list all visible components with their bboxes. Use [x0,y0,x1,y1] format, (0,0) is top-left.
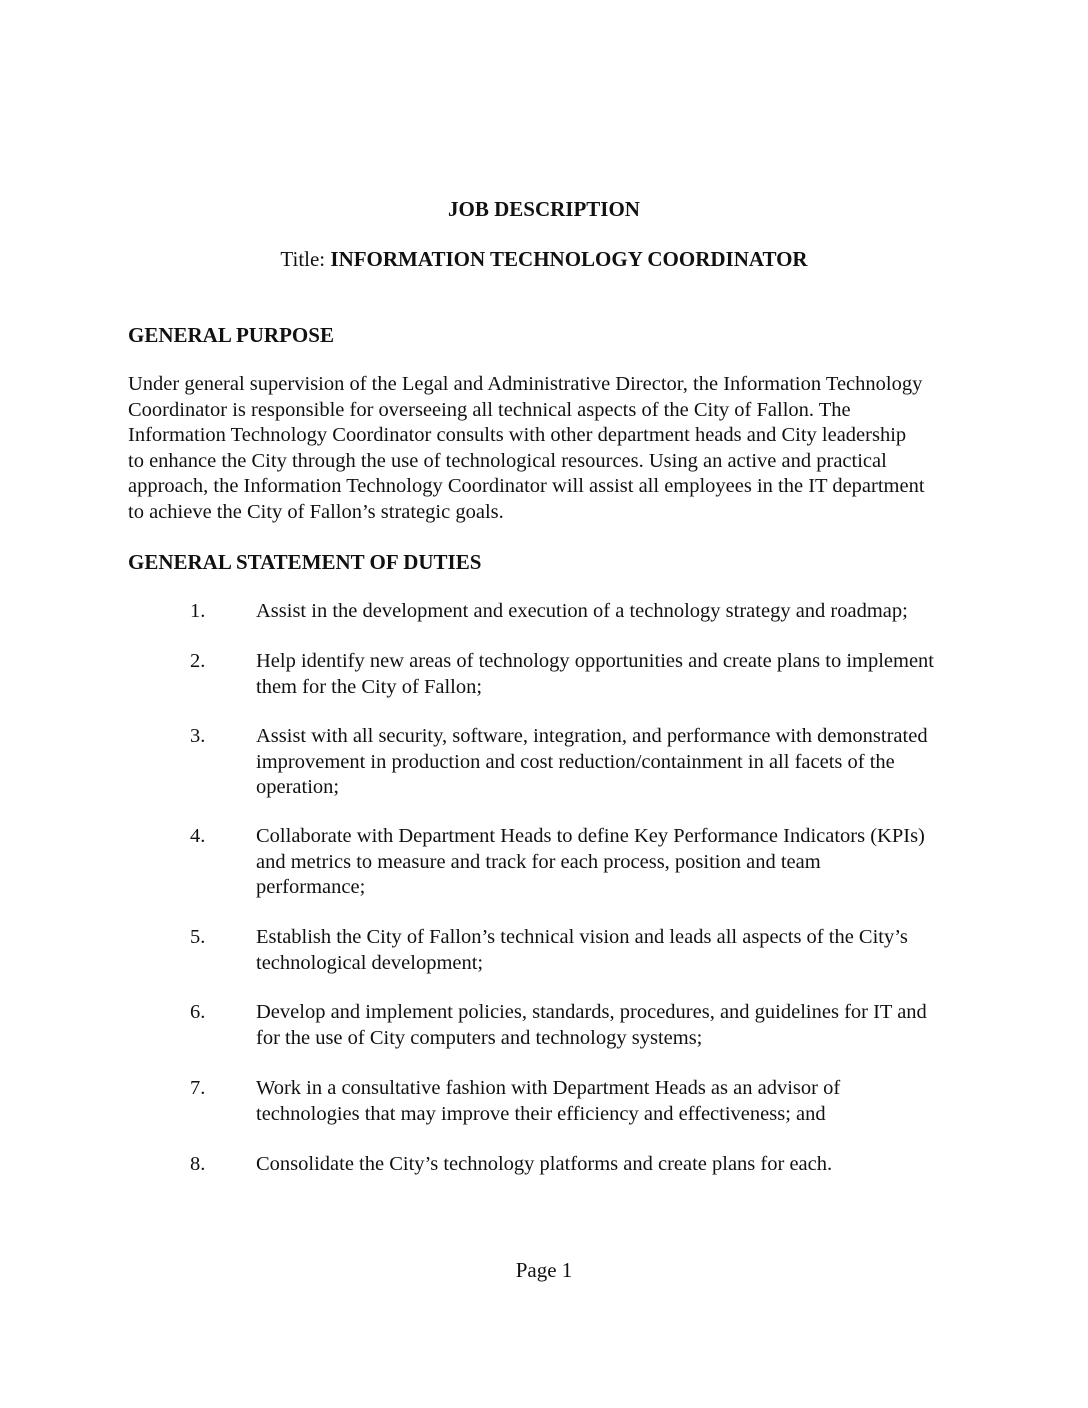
duty-line: Collaborate with Department Heads to define Key Performance Indicators (KPIs) [256,825,925,847]
duty-line: Assist in the development and execution of a technology strategy and roadmap; [256,600,908,622]
duty-text [256,599,976,625]
duty-number: 6. [190,1001,206,1023]
paragraph-line: to achieve the City of Fallon’s strategic goals. [128,500,504,523]
duty-line: Assist with all security, software, integration, and performance with demonstrated [256,725,928,747]
paragraph-line: Under general supervision of the Legal and Administrative Director, the Information Technology [128,373,923,395]
duty-line: technological development; [256,951,484,974]
duties-heading: GENERAL STATEMENT OF DUTIES [128,550,482,574]
duty-text [256,925,976,976]
duty-text [256,1152,976,1178]
duty-line: and metrics to measure and track for each process, position and team [256,850,821,873]
duty-line: performance; [256,876,366,898]
duty-line: improvement in production and cost reduction/containment in all facets of the [256,750,895,773]
duty-number: 7. [190,1077,206,1099]
duty-line: Consolidate the City’s technology platforms and create plans for each. [256,1153,833,1175]
duty-text [256,724,976,801]
duty-line: Work in a consultative fashion with Department Heads as an advisor of [256,1077,841,1099]
duty-number: 4. [190,825,206,847]
job-title: INFORMATION TECHNOLOGY COORDINATOR [330,247,808,271]
general-purpose-heading: GENERAL PURPOSE [128,323,334,347]
duty-text [256,824,976,901]
duty-number: 8. [190,1153,206,1175]
duty-line: Help identify new areas of technology opportunities and create plans to implement [256,650,935,672]
duty-number: 2. [190,650,206,672]
duty-line: operation; [256,776,340,798]
document-title: JOB DESCRIPTION [448,197,640,221]
duty-line: Establish the City of Fallon’s technical vision and leads all aspects of the City’s [256,926,908,948]
duty-line: them for the City of Fallon; [256,675,483,698]
duty-number: 3. [190,725,206,747]
duty-line: for the use of City computers and technology systems; [256,1026,703,1049]
paragraph-line: Coordinator is responsible for overseeing all technical aspects of the City of Fallon. The [128,398,851,421]
general-purpose-paragraph [128,372,968,525]
duty-number: 5. [190,926,206,948]
duty-text [256,1076,976,1127]
job-title-prefix: Title: [280,247,331,271]
job-title-line [0,246,1088,272]
duty-line: technologies that may improve their efficiency and effectiveness; and [256,1102,826,1125]
duty-line: Develop and implement policies, standards, procedures, and guidelines for IT and [256,1001,927,1023]
duty-text [256,1000,976,1051]
paragraph-line: to enhance the City through the use of technological resources. Using an active and practical [128,449,887,472]
duty-text [256,649,976,700]
paragraph-line: Information Technology Coordinator consults with other department heads and City leadership [128,424,907,446]
duty-number: 1. [190,600,206,622]
paragraph-line: approach, the Information Technology Coordinator will assist all employees in the IT department [128,475,925,497]
page-number: Page 1 [515,1258,573,1282]
